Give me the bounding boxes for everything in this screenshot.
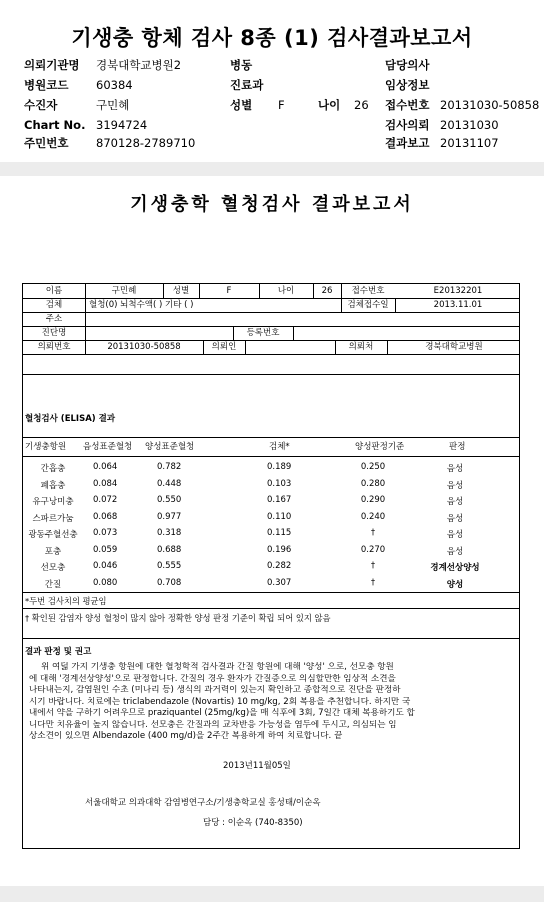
resident-no-label: 주민번호 [24,136,69,150]
grid-line [245,340,246,354]
sample-value-cell: 0.282 [267,561,292,571]
patient-value: 구민혜 [96,98,130,112]
grid-line [23,374,519,375]
cutoff-cell: 0.270 [360,544,386,555]
conclusion-line: 시기 바랍니다. 치료에는 triclabendazole (Novartis) 10 mg/kg, 2회 복용을 추천합니다. 하지만 국 [29,696,411,707]
report-date-value: 20131107 [440,136,499,150]
header-row-3 [0,96,544,114]
judgment-cell: 음성 [446,546,464,557]
request-no-value: 20131030-50858 [107,342,181,352]
negative-serum-cell: 0.068 [93,511,118,522]
positive-serum-cell: 0.550 [157,495,182,505]
judgment-cell: 경계선상양성 [430,563,480,573]
conclusion-line: 나타내는지, 감염원인 수초 (미나리 등) 생식의 과거력이 있는지 확인하고 종합적으로 진단을 판정하 [29,685,401,695]
grid-line [293,326,294,340]
department-label: 진료과 [230,78,264,92]
antigen-cell: 선모충 [40,563,66,573]
header-row-5 [0,134,544,152]
doc-receipt-label: 접수번호 [351,286,385,296]
resident-no-value: 870128-2789710 [96,136,196,150]
sample-value-cell: 0.103 [267,478,292,489]
sample-value-cell: 0.115 [267,528,292,538]
antigen-cell: 광동주혈선충 [28,530,78,540]
name-value: 구민혜 [111,286,137,296]
age-label: 나이 [318,98,341,112]
table-rule [23,437,519,438]
report-header [0,0,544,162]
hospital-code-value: 60384 [96,78,133,92]
sample-value-cell: 0.307 [267,577,292,588]
positive-serum-cell: 0.448 [157,478,182,489]
page-separator [0,162,544,176]
table-rule [23,592,519,593]
grid-line [23,312,519,313]
header-row-2 [0,76,544,94]
conclusion-text [29,662,515,743]
address-label: 주소 [45,314,63,324]
antigen-cell: 유구낭미충 [32,497,74,507]
conclusion-title: 결과 판정 및 권고 [25,647,92,657]
age-value: 26 [354,98,369,112]
positive-serum-cell: 0.782 [157,462,182,472]
antigen-cell: 간흡충 [40,464,66,474]
conclusion-line: 내에서 약을 구하기 어려우므로 praziquantel (25mg/kg)을 매 식후에 3회, 7일간 대체 복용하기도 합 [29,708,415,718]
cutoff-cell: † [370,577,376,588]
request-no-label: 의뢰번호 [37,342,71,352]
doc-age-value: 26 [321,286,333,296]
sex-label: 성별 [230,98,253,112]
report-frame [22,283,520,849]
sample-value-cell: 0.189 [267,462,292,472]
report-date: 2013년11월05일 [223,761,291,771]
sample-value-cell: 0.110 [267,511,292,522]
report-title: 기생충 항체 검사 8종 (1) 검사결과보고서 [71,26,473,50]
negative-serum-cell: 0.073 [93,528,118,538]
registration-label: 등록번호 [246,328,280,338]
positive-serum-cell: 0.318 [157,528,182,538]
report-date-label: 결과보고 [385,136,430,150]
doctor-label: 담당의사 [385,58,430,72]
chart-no-value: 3194724 [96,118,148,132]
col-sample: 검체* [269,442,290,452]
institution-value: 경북대학교병원2 [96,58,182,72]
received-date-value: 2013.11.01 [433,300,483,310]
conclusion-line: 에 대해 '경계선상양성'으로 판정합니다. 간질의 경우 환자가 간질증으로 의심할만한 임상적 소견을 [29,673,396,684]
judgment-cell: 양성 [446,579,464,590]
judgment-cell: 음성 [446,497,464,507]
doc-age-label: 나이 [277,286,295,296]
col-positive-serum: 양성표준혈청 [145,442,195,452]
antigen-cell: 포충 [44,546,62,557]
hospital-code-label: 병원코드 [24,78,69,92]
judgment-cell: 음성 [446,480,464,491]
col-antigen: 기생충항원 [25,442,67,452]
diagnosis-label: 진단명 [41,328,67,338]
requester-label: 의뢰인 [211,342,237,352]
request-date-value: 20131030 [440,118,499,132]
col-judgment: 판정 [449,442,466,452]
average-note: *두번 검사치의 평균임 [25,596,107,606]
judgment-cell: 음성 [446,513,464,524]
elisa-section-title: 혈청검사 (ELISA) 결과 [25,414,116,424]
specimen-label: 검체 [45,300,63,310]
affiliation: 서울대학교 의과대학 감염병연구소/기생충학교실 홍성태/이순옥 [85,798,321,808]
cutoff-note: † 확인된 감염자 양성 혈청이 많지 않아 정확한 양성 판정 기준이 확립 되어 있지 않음 [25,613,331,623]
positive-serum-cell: 0.708 [157,577,182,588]
name-label: 이름 [45,286,63,296]
sample-value-cell: 0.196 [267,544,292,555]
cutoff-cell: † [370,561,376,571]
ward-label: 병동 [230,58,253,72]
specimen-value: 혈청(0) 뇌척수액( ) 기타 ( ) [89,300,194,310]
positive-serum-cell: 0.555 [157,561,182,571]
request-date-label: 검사의뢰 [385,118,430,132]
receipt-no-value: 20131030-50858 [440,98,540,112]
header-row-1 [0,56,544,74]
negative-serum-cell: 0.084 [93,478,118,489]
institution-label: 의뢰기관명 [24,58,80,72]
conclusion-line: 니다만 치유율이 높지 않습니다. 선모충은 간질과의 교차반응 가능성을 염두에 두시고, 의심되는 임 [29,719,397,730]
patient-label: 수진자 [24,98,58,112]
negative-serum-cell: 0.059 [93,544,118,555]
conclusion-line: 위 여덟 가지 기생충 항원에 대한 혈청학적 검사결과 간질 항원에 대해 '양성' 으로, 선모충 항원 [41,662,394,672]
sample-value-cell: 0.167 [267,495,292,505]
judgment-cell: 음성 [446,464,464,474]
cutoff-cell: 0.290 [360,495,386,505]
negative-serum-cell: 0.046 [93,561,118,571]
header-row-4 [0,116,544,134]
doc-sex-value: F [226,286,232,296]
chart-no-label: Chart No. [24,118,86,132]
request-org-value: 경북대학교병원 [425,342,483,352]
col-cutoff: 양성판정기준 [355,442,405,452]
cutoff-cell: † [370,528,376,538]
document-title: 기생충학 혈청검사 결과보고서 [130,194,414,215]
negative-serum-cell: 0.064 [93,462,118,472]
sex-value: F [278,98,285,112]
cutoff-cell: 0.280 [360,478,386,489]
conclusion-line: 상소견이 있으면 Albendazole (400 mg/d)을 2주간 복용하게 하여 치료합니다. 끝 [29,731,343,741]
negative-serum-cell: 0.072 [93,495,118,505]
receipt-no-label: 접수번호 [385,98,430,112]
col-negative-serum: 음성표준혈청 [83,442,133,452]
antigen-cell: 스파르가눔 [32,513,74,524]
clinical-info-label: 임상정보 [385,78,430,92]
request-org-label: 의뢰처 [348,342,374,352]
table-rule [23,456,519,457]
grid-line [23,638,519,639]
doc-sex-label: 성별 [172,286,190,296]
positive-serum-cell: 0.977 [157,511,182,522]
judgment-cell: 음성 [446,530,464,540]
antigen-cell: 간질 [44,579,62,590]
received-date-label: 검체접수일 [347,300,389,310]
positive-serum-cell: 0.688 [157,544,182,555]
antigen-cell: 폐흡충 [40,480,66,491]
negative-serum-cell: 0.080 [93,577,118,588]
grid-line [23,354,519,355]
cutoff-cell: 0.240 [360,511,386,522]
cutoff-cell: 0.250 [360,462,386,472]
grid-line [23,608,519,609]
contact-person: 담당 : 이순옥 (740-8350) [203,818,303,828]
scanned-report [0,176,544,886]
page-bottom-separator [0,886,544,902]
doc-receipt-value: E20132201 [433,286,483,296]
